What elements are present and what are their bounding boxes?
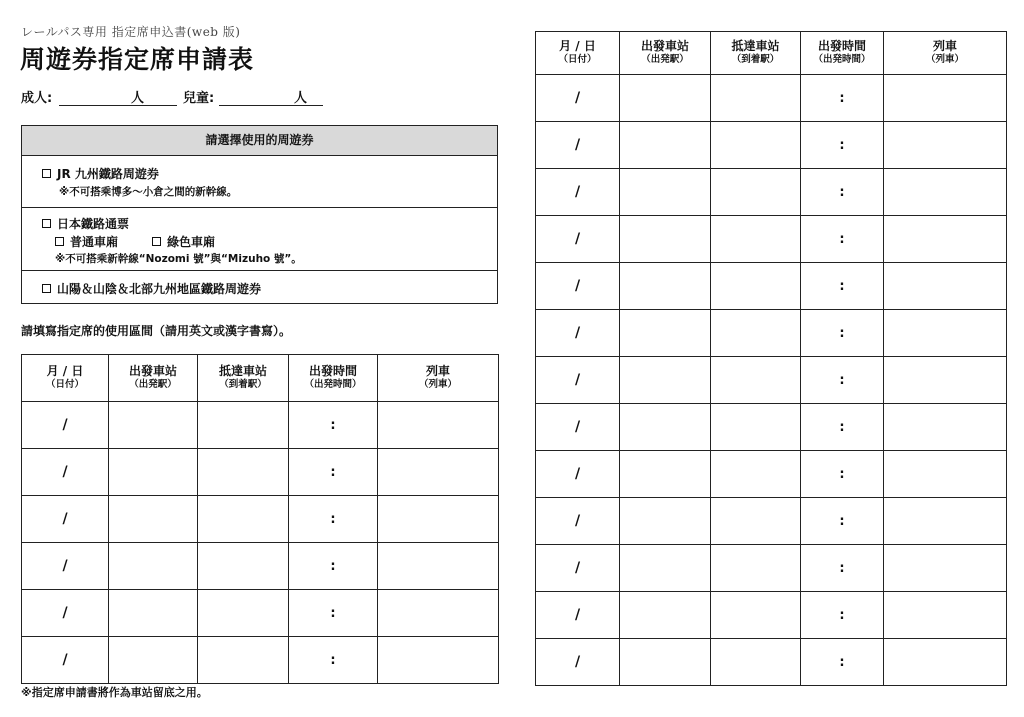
table-header-row [536,32,1007,75]
col-time-sub: （出発時間） [304,379,362,390]
table-row [536,310,1007,357]
green-car-label: 綠色車廂 [167,235,216,249]
japan-rail-note: ※不可搭乘新幹線“Nozomi 號”與“Mizuho 號”。 [55,253,302,265]
arrival-cell[interactable] [711,545,801,592]
col-arrival-header [711,32,801,75]
table-row [536,122,1007,169]
train-cell[interactable] [378,590,499,637]
table-row [22,590,499,637]
train-cell[interactable] [378,402,499,449]
time-cell[interactable]: : [801,169,884,216]
time-cell[interactable]: : [289,590,378,637]
table-row [536,592,1007,639]
col-arrival-label: 抵達車站 [731,39,780,53]
col-departure-sub: （出発駅） [129,379,177,390]
train-cell[interactable] [378,449,499,496]
departure-cell[interactable] [109,543,198,590]
form-title: 周遊券指定席申請表 [20,45,255,74]
arrival-cell[interactable] [711,216,801,263]
table-row [22,402,499,449]
time-cell[interactable]: : [801,357,884,404]
col-train-header [378,355,499,402]
table-row [536,169,1007,216]
time-cell[interactable]: : [289,449,378,496]
col-departure-sub: （出発駅） [641,54,689,65]
table-row [22,496,499,543]
col-time-header [289,355,378,402]
col-date-sub: （日付） [558,54,597,65]
child-unit: 人 [294,91,308,106]
date-cell[interactable]: / [22,590,109,637]
arrival-cell[interactable] [711,75,801,122]
col-departure-label: 出發車站 [128,364,177,378]
time-cell[interactable]: : [801,404,884,451]
date-cell[interactable]: / [536,357,620,404]
train-cell[interactable] [378,543,499,590]
green-car-checkbox[interactable] [152,237,161,246]
sanyo-checkbox[interactable] [42,284,51,293]
departure-cell[interactable] [620,169,711,216]
departure-cell[interactable] [620,357,711,404]
table-row [536,75,1007,122]
departure-cell[interactable] [620,122,711,169]
train-cell[interactable] [378,496,499,543]
table-row [536,357,1007,404]
date-cell[interactable]: / [536,122,620,169]
arrival-cell[interactable] [711,122,801,169]
arrival-cell[interactable] [198,543,289,590]
col-departure-header [109,355,198,402]
time-cell[interactable]: : [801,310,884,357]
time-cell[interactable]: : [289,543,378,590]
time-cell[interactable]: : [289,402,378,449]
arrival-cell[interactable] [711,404,801,451]
date-cell[interactable]: / [22,543,109,590]
col-date-label: 月 / 日 [46,364,84,378]
col-date-label: 月 / 日 [559,39,596,53]
date-cell[interactable]: / [536,498,620,545]
arrival-cell[interactable] [711,451,801,498]
date-cell[interactable]: / [536,639,620,686]
train-cell[interactable] [884,498,1007,545]
train-cell[interactable] [884,263,1007,310]
departure-cell[interactable] [620,545,711,592]
col-time-header [801,32,884,75]
train-cell[interactable] [884,357,1007,404]
arrival-cell[interactable] [711,639,801,686]
departure-cell[interactable] [620,75,711,122]
table-row [22,449,499,496]
arrival-cell[interactable] [198,449,289,496]
col-arrival-header [198,355,289,402]
option-sanyo-sanin [22,271,497,303]
date-cell[interactable]: / [22,496,109,543]
japan-rail-checkbox[interactable] [42,219,51,228]
table-body-left [22,402,499,684]
time-cell[interactable]: : [289,637,378,684]
departure-cell[interactable] [620,639,711,686]
departure-cell[interactable] [109,449,198,496]
date-cell[interactable]: / [536,169,620,216]
time-cell[interactable]: : [801,498,884,545]
col-departure-label: 出發車站 [640,39,689,53]
arrival-cell[interactable] [711,310,801,357]
col-train-sub: （列車） [925,54,964,65]
date-cell[interactable]: / [22,449,109,496]
col-time-label: 出發時間 [817,39,866,53]
instruction-text: 請填寫指定席的使用區間（請用英文或漢字書寫）。 [21,324,292,338]
child-count-field[interactable] [219,105,323,106]
pass-selection-box [21,125,498,304]
table-row [22,637,499,684]
date-cell[interactable]: / [536,263,620,310]
child-label: 兒童: [183,91,215,106]
japan-rail-label: 日本鐵路通票 [57,217,130,231]
jr-kyushu-checkbox[interactable] [42,169,51,178]
train-cell[interactable] [884,639,1007,686]
table-row [536,498,1007,545]
date-cell[interactable]: / [536,75,620,122]
table-header-row [22,355,499,402]
arrival-cell[interactable] [711,592,801,639]
table-row [536,216,1007,263]
train-cell[interactable] [884,451,1007,498]
time-cell[interactable]: : [801,639,884,686]
arrival-cell[interactable] [711,498,801,545]
col-train-sub: （列車） [418,379,457,390]
date-cell[interactable]: / [536,404,620,451]
table-body-right [536,75,1007,686]
date-cell[interactable]: / [536,310,620,357]
table-row [536,404,1007,451]
departure-cell[interactable] [109,496,198,543]
col-date-header [22,355,109,402]
footnote-text: ※指定席申請書將作為車站留底之用。 [21,686,208,699]
departure-cell[interactable] [109,590,198,637]
time-cell[interactable]: : [801,122,884,169]
jr-kyushu-label: JR 九州鐵路周遊券 [57,167,159,181]
table-row [536,639,1007,686]
train-cell[interactable] [884,310,1007,357]
train-cell[interactable] [884,404,1007,451]
train-cell[interactable] [378,637,499,684]
reservation-table-left [21,354,499,684]
jr-kyushu-note: ※不可搭乘博多～小倉之間的新幹線。 [59,186,238,198]
train-cell[interactable] [884,122,1007,169]
departure-cell[interactable] [109,402,198,449]
col-departure-header [620,32,711,75]
date-cell[interactable]: / [22,402,109,449]
departure-cell[interactable] [620,592,711,639]
col-arrival-sub: （到着駅） [731,54,780,65]
arrival-cell[interactable] [711,169,801,216]
train-cell[interactable] [884,169,1007,216]
train-cell[interactable] [884,216,1007,263]
arrival-cell[interactable] [198,590,289,637]
reservation-table-right [535,31,1007,686]
train-cell[interactable] [884,592,1007,639]
col-train-label: 列車 [932,39,957,53]
train-cell[interactable] [884,545,1007,592]
departure-cell[interactable] [620,310,711,357]
arrival-cell[interactable] [198,496,289,543]
col-time-sub: （出発時間） [813,54,871,65]
option-japan-rail-pass [22,208,497,271]
date-cell[interactable]: / [536,592,620,639]
form-subtitle: レールパス専用 指定席申込書(web 版) [21,25,241,39]
col-time-label: 出發時間 [308,364,357,378]
col-arrival-sub: （到着駅） [219,379,267,390]
departure-cell[interactable] [620,451,711,498]
adult-unit: 人 [131,91,145,106]
col-arrival-label: 抵達車站 [218,364,267,378]
time-cell[interactable]: : [801,545,884,592]
train-cell[interactable] [884,75,1007,122]
date-cell[interactable]: / [22,637,109,684]
departure-cell[interactable] [620,498,711,545]
time-cell[interactable]: : [289,496,378,543]
departure-cell[interactable] [620,263,711,310]
time-cell[interactable]: : [801,216,884,263]
date-cell[interactable]: / [536,216,620,263]
pass-selection-heading: 請選擇使用的周遊券 [22,126,497,156]
sanyo-label: 山陽＆山陰＆北部九州地區鐵路周遊券 [57,282,262,296]
arrival-cell[interactable] [711,357,801,404]
departure-cell[interactable] [620,404,711,451]
table-row [536,545,1007,592]
departure-cell[interactable] [109,637,198,684]
col-train-header [884,32,1007,75]
ordinary-car-checkbox[interactable] [55,237,64,246]
time-cell[interactable]: : [801,592,884,639]
date-cell[interactable]: / [536,545,620,592]
adult-count-field[interactable] [59,105,177,106]
date-cell[interactable]: / [536,451,620,498]
adult-label: 成人: [21,91,53,106]
col-date-header [536,32,620,75]
table-row [22,543,499,590]
table-row [536,451,1007,498]
ordinary-car-label: 普通車廂 [70,235,119,249]
arrival-cell[interactable] [198,637,289,684]
table-row [536,263,1007,310]
time-cell[interactable]: : [801,451,884,498]
col-date-sub: （日付） [45,379,84,390]
arrival-cell[interactable] [198,402,289,449]
time-cell[interactable]: : [801,263,884,310]
option-jr-kyushu [22,156,497,208]
time-cell[interactable]: : [801,75,884,122]
arrival-cell[interactable] [711,263,801,310]
departure-cell[interactable] [620,216,711,263]
col-train-label: 列車 [425,364,450,378]
